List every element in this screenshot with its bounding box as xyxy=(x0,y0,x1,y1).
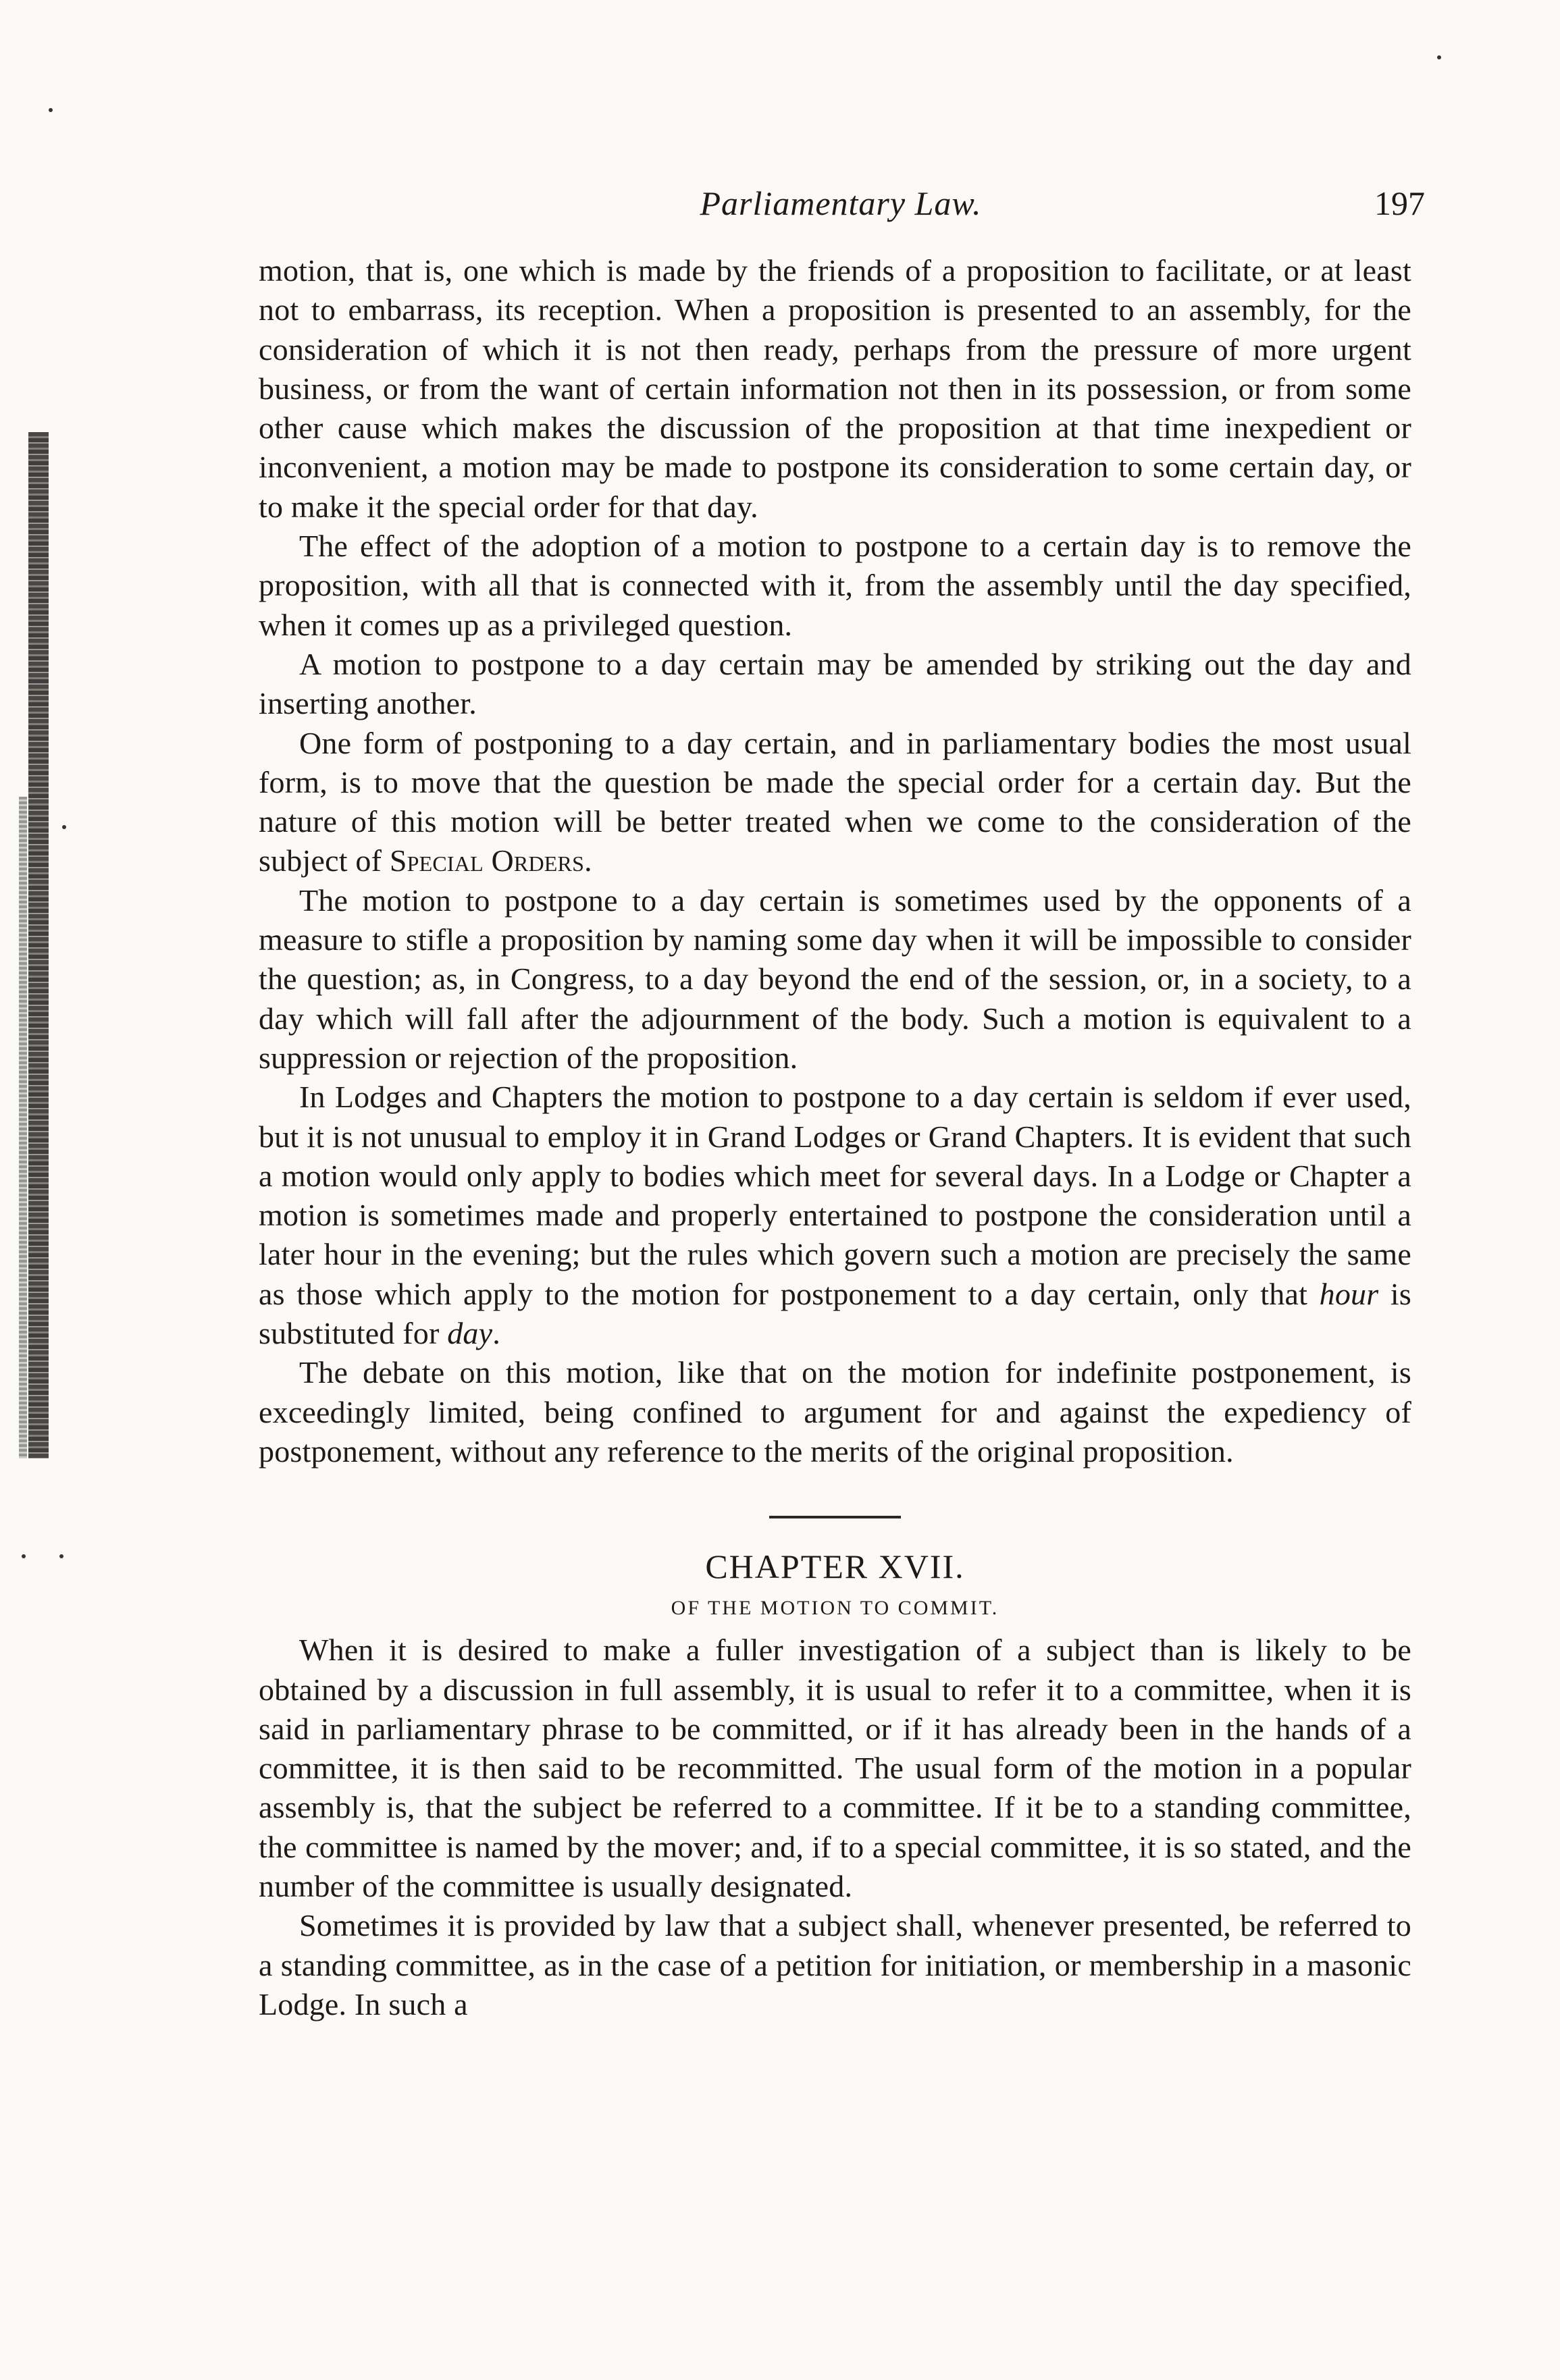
scan-speck xyxy=(1437,55,1441,59)
scan-speck xyxy=(62,825,66,829)
scan-speck xyxy=(59,1554,63,1558)
chapter-subtitle: OF THE MOTION TO COMMIT. xyxy=(671,1597,999,1620)
paragraph-text: . xyxy=(492,1316,500,1351)
paragraph-text: . xyxy=(584,843,592,878)
paragraph: Sometimes it is provided by law that a subject shall, whenever presented, be referred to a standing committee, as in the case of a petition for initiation, or membership in a masonic Lodge. In such a xyxy=(259,1908,1411,2021)
page-header xyxy=(257,184,1425,231)
running-title: Parliamentary Law. xyxy=(700,184,982,222)
paragraph: motion, that is, one which is made by the friends of a proposition to facilitate, or at least not to embarrass, its reception. When a proposition is presented to an assembly, for the consideration of which it is not then ready, perhaps from the pressure of more urgent business, or from the want of certain information not then in its possession, or from some other cause which makes the discussion of the proposition at that time inexpedient or inconvenient, a motion may be made to postpone its consideration to some certain day, or to make it the special order for that day. xyxy=(259,253,1411,524)
page-number: 197 xyxy=(1374,184,1425,222)
italic-term: hour xyxy=(1319,1276,1379,1311)
binding-edge-shadow-secondary xyxy=(19,797,27,1458)
paragraph: A motion to postpone to a day certain may be amended by striking out the day and inserting another. xyxy=(259,646,1411,721)
paragraph: When it is desired to make a fuller investigation of a subject than is likely to be obtained by a discussion in full assembly, it is usual to refer it to a committee, when it is said in parliamentary phrase to be committed, or if it has already been in the hands of a committee, it is then said to be recommitted. The usual form of the motion in a popular assembly is, that the subject be referred to a committee. If it be to a standing committee, the committee is named by the mover; and, if to a special committee, it is so stated, and the number of the committee is usually designated. xyxy=(259,1633,1411,1903)
paragraph: The debate on this motion, like that on the motion for indefinite postponement, is exceedingly limited, being confined to argument for and against the expediency of postponement, without any reference to the merits of the original proposition. xyxy=(259,1355,1411,1469)
small-caps-term: Special Orders xyxy=(389,843,585,878)
paragraph-text: is substituted for xyxy=(259,1276,1411,1351)
paragraph xyxy=(259,724,1411,881)
paragraph-text: One form of postponing to a day certain, and in parliamentary bodies the most usual form, is to move that the question be made the special order for a certain day. But the nature of this motion will be better treated when we come to the consideration of the subject of xyxy=(259,725,1411,878)
chapter-title: CHAPTER XVII. xyxy=(705,1548,965,1586)
paragraph: The effect of the adoption of a motion to postpone to a certain day is to remove the proposition, with all that is connected with it, from the assembly until the day specified, when it comes up as a privileged question. xyxy=(259,529,1411,642)
paragraph xyxy=(259,1078,1411,1353)
paragraph: The motion to postpone to a day certain is sometimes used by the opponents of a measure to stifle a proposition by naming some day when it will be impossible to consider the question; as, in Congress, to a day beyond the end of the session, or, in a society, to a day which will fall after the adjournment of the body. Such a motion is equivalent to a suppression or rejection of the proposition. xyxy=(259,882,1411,1075)
body-text xyxy=(259,251,1411,2024)
binding-edge-shadow xyxy=(28,432,49,1458)
scan-speck xyxy=(22,1554,26,1558)
section-divider xyxy=(769,1516,901,1518)
scan-speck xyxy=(49,108,53,112)
italic-term: day xyxy=(447,1316,493,1351)
paragraph-text: In Lodges and Chapters the motion to postpone to a day certain is seldom if ever used, but it is not unusual to employ it in Grand Lodges or Grand Chapters. It is evident that such a motion would only apply to bodies which meet for several days. In a Lodge or Chapter a motion is sometimes made and properly entertained to postpone the consideration until a later hour in the evening; but the rules which govern such a motion are precisely the same as those which apply to the motion for postponement to a day certain, only that xyxy=(259,1080,1411,1311)
